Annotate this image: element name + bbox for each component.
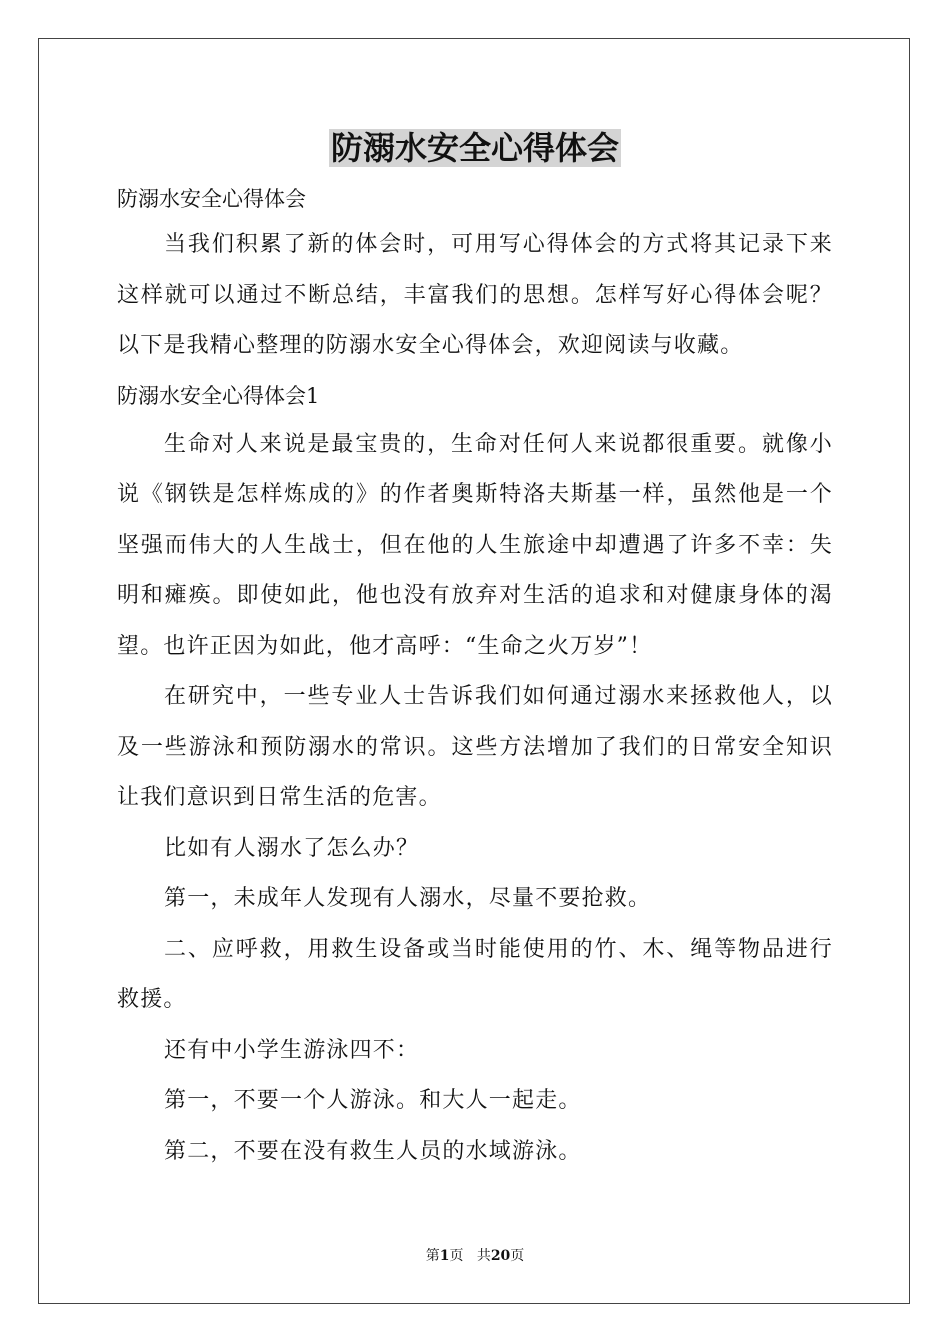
page-footer: [0, 1246, 950, 1266]
page-number: 1: [439, 1248, 450, 1264]
total-prefix: 共: [476, 1248, 491, 1264]
page-suffix: 页: [449, 1248, 464, 1264]
document-title: [0, 126, 950, 170]
body-paragraph: 第一，未成年人发现有人溺水，尽量不要抢救。: [164, 886, 652, 911]
body-paragraph: 比如有人溺水了怎么办？: [164, 835, 420, 861]
page-prefix: 第: [425, 1248, 440, 1264]
body-paragraph: 第一，不要一个人游泳。和大人一起走。: [164, 1088, 582, 1113]
body-paragraph: 第二，不要在没有救生人员的水域游泳。: [164, 1138, 582, 1164]
body-paragraph: 在研究中，一些专业人士告诉我们如何通过溺水来拯救他人，以及一些游泳和预防溺水的常识。这些方法增加了我们的日常安全知识让我们意识到日常生活的危害。: [117, 684, 833, 810]
document-title-text: 防溺水安全心得体会: [330, 129, 619, 167]
intro-paragraph: 当我们积累了新的体会时，可用写心得体会的方式将其记录下来这样就可以通过不断总结，丰富我们的思想。怎样写好心得体会呢？以下是我精心整理的防溺水安全心得体会，欢迎阅读与收藏。: [117, 232, 833, 358]
body-paragraph: 二、应呼救，用救生设备或当时能使用的竹、木、绳等物品进行救援。: [117, 936, 833, 1012]
body-paragraph: 还有中小学生游泳四不：: [164, 1037, 420, 1063]
section-heading: 防溺水安全心得体会1: [117, 383, 320, 408]
total-pages: 20: [490, 1248, 511, 1264]
document-subtitle: 防溺水安全心得体会: [117, 187, 306, 211]
document-body: [117, 178, 833, 1177]
body-paragraph: 生命对人来说是最宝贵的，生命对任何人来说都很重要。就像小说《钢铁是怎样炼成的》的作者奥斯特洛夫斯基一样，虽然他是一个坚强而伟大的人生战士，但在他的人生旅途中却遭遇了许多不幸：失明和瘫痪。即使如此，他也没有放弃对生活的追求和对健康身体的渴望。也许正因为如此，他才高呼：“生命之火万岁”！: [117, 431, 833, 659]
total-suffix: 页: [510, 1248, 525, 1264]
